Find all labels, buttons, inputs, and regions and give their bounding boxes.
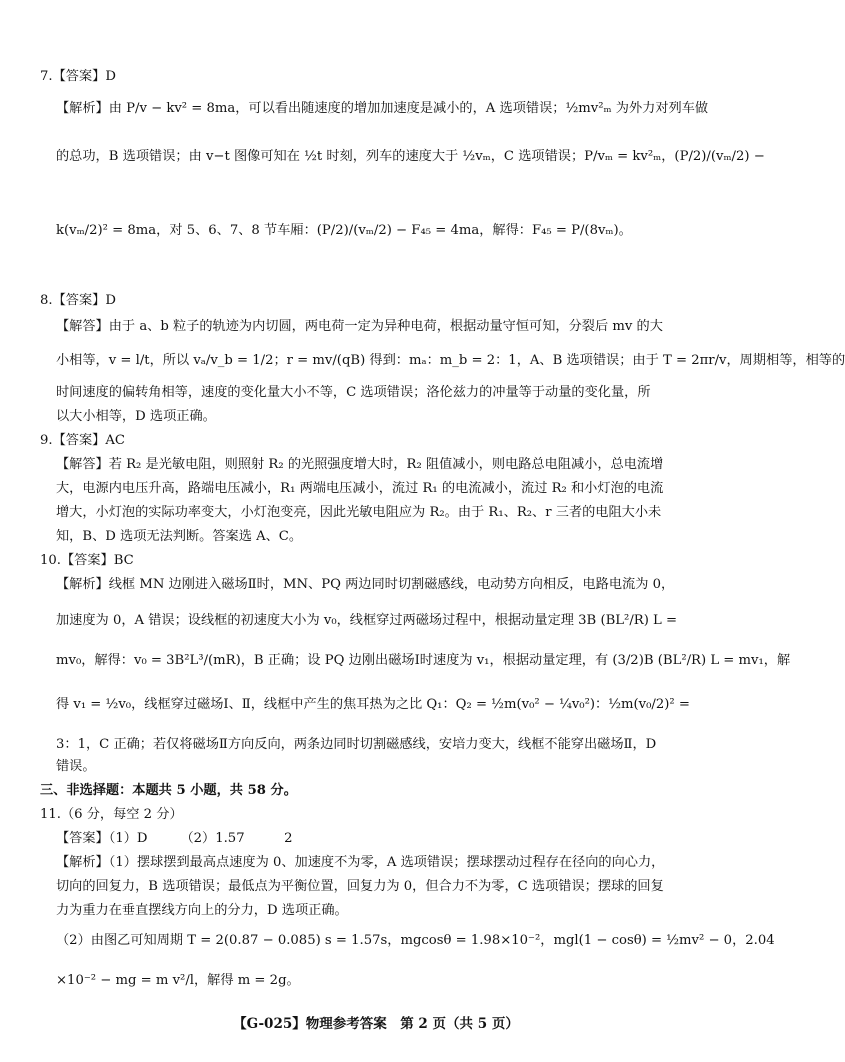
text-line: 增大，小灯泡的实际功率变大，小灯泡变亮，因此光敏电阻应为 R₂。由于 R₁、R₂、r 三者的电阻大小未 bbox=[56, 505, 662, 520]
text-line: 小相等，v = l/t，所以 vₐ/v_b = 1/2；r = mv/(qB) 得到：mₐ：m_b = 2：1，A、B 选项错误；由于 T = 2πr/v，周期相等，相等的 bbox=[56, 353, 845, 368]
text-line: 时间速度的偏转角相等，速度的变化量大小不等，C 选项错误；洛伦兹力的冲量等于动量的变化量，所 bbox=[56, 385, 651, 400]
text-line: 3：1，C 正确；若仅将磁场Ⅱ方向反向，两条边同时切割磁感线，安培力变大，线框不能穿出磁场Ⅱ，D bbox=[56, 737, 657, 752]
text-line: 11.（6 分，每空 2 分） bbox=[40, 807, 183, 822]
text-line: 加速度为 0，A 错误；设线框的初速度大小为 v₀，线框穿过两磁场过程中，根据动量定理 3B (BL²/R) L = bbox=[56, 613, 678, 628]
text-line: 知，B、D 选项无法判断。答案选 A、C。 bbox=[56, 529, 303, 544]
page-footer: 【G-025】物理参考答案 第 2 页（共 5 页） bbox=[233, 1016, 519, 1032]
text-line: 9.【答案】AC bbox=[40, 433, 125, 448]
text-line: 8.【答案】D bbox=[40, 293, 116, 308]
text-line: 的总功，B 选项错误；由 v−t 图像可知在 ½t 时刻，列车的速度大于 ½vₘ，C 选项错误；P/vₘ = kv²ₘ，(P/2)/(vₘ/2) − bbox=[56, 149, 765, 164]
text-line: 以大小相等，D 选项正确。 bbox=[56, 409, 216, 424]
text-line: ×10⁻² − mg = m v²/l，解得 m = 2g。 bbox=[56, 973, 300, 988]
text-line: 【解答】若 R₂ 是光敏电阻，则照射 R₂ 的光照强度增大时，R₂ 阻值减小，则电路总电阻减小，总电流增 bbox=[56, 457, 664, 472]
text-line: 得 v₁ = ½v₀，线框穿过磁场Ⅰ、Ⅱ，线框中产生的焦耳热为之比 Q₁：Q₂ = ½m(v₀² − ¼v₀²)：½m(v₀/2)² = bbox=[56, 697, 690, 712]
text-line: 大，电源内电压升高，路端电压减小，R₁ 两端电压减小，流过 R₁ 的电流减小，流过 R₂ 和小灯泡的电流 bbox=[56, 481, 664, 496]
text-line: 7.【答案】D bbox=[40, 69, 116, 84]
text-line: 三、非选择题：本题共 5 小题，共 58 分。 bbox=[40, 783, 297, 798]
text-line: 【解析】由 P/v − kv² = 8ma，可以看出随速度的增加加速度是减小的，A 选项错误；½mv²ₘ 为外力对列车做 bbox=[56, 101, 709, 116]
text-line: 10.【答案】BC bbox=[40, 553, 134, 568]
text-line: 【答案】（1）D （2）1.57 2 bbox=[56, 831, 293, 846]
text-line: k(vₘ/2)² = 8ma，对 5、6、7、8 节车厢：(P/2)/(vₘ/2) − F₄₅ = 4ma，解得：F₄₅ = P/(8vₘ)。 bbox=[56, 223, 632, 238]
text-line: （2）由图乙可知周期 T = 2(0.87 − 0.085) s = 1.57s，mgcosθ = 1.98×10⁻²，mgl(1 − cosθ) = ½mv² − 0，2.04 bbox=[56, 933, 775, 948]
text-line: mv₀，解得：v₀ = 3B²L³/(mR)，B 正确；设 PQ 边刚出磁场Ⅰ时速度为 v₁，根据动量定理，有 (3/2)B (BL²/R) L = mv₁，解 bbox=[56, 653, 791, 668]
text-line: 【解析】线框 MN 边刚进入磁场Ⅱ时，MN、PQ 两边同时切割磁感线，电动势方向相反，电路电流为 0， bbox=[56, 577, 675, 592]
text-line: 【解析】（1）摆球摆到最高点速度为 0、加速度不为零，A 选项错误；摆球摆动过程存在径向的向心力， bbox=[56, 855, 665, 870]
text-line: 切向的回复力，B 选项错误；最低点为平衡位置，回复力为 0，但合力不为零，C 选项错误；摆球的回复 bbox=[56, 879, 664, 894]
text-line: 【解答】由于 a、b 粒子的轨迹为内切圆，两电荷一定为异种电荷，根据动量守恒可知，分裂后 mv 的大 bbox=[56, 319, 663, 334]
text-line: 力为重力在垂直摆线方向上的分力，D 选项正确。 bbox=[56, 903, 348, 918]
text-line: 错误。 bbox=[56, 759, 96, 774]
